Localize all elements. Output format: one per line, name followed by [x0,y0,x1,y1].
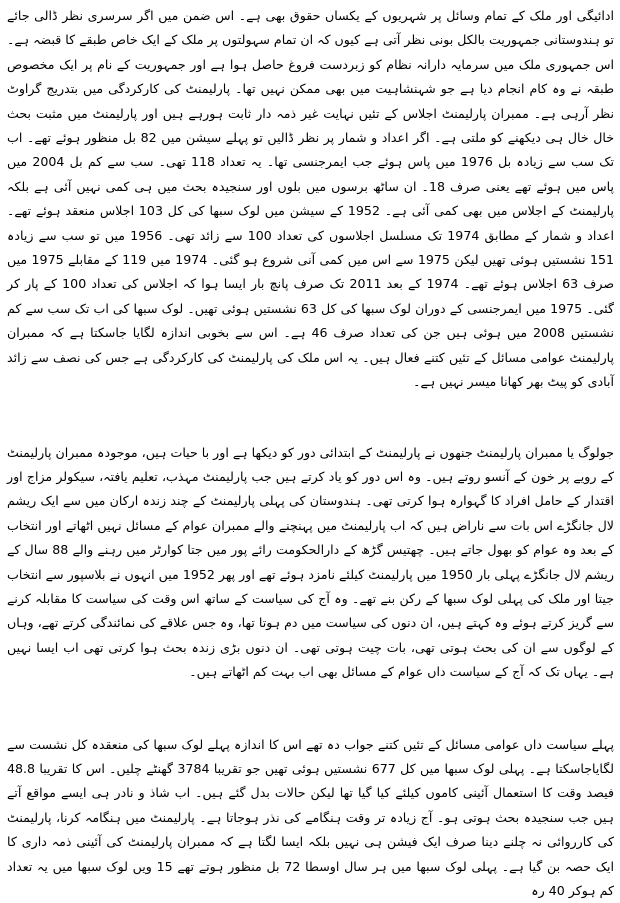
article-paragraph: ادائیگی اور ملک کے تمام وسائل پر شہریوں کے یکساں حقوق بھی ہے۔ اس ضمن میں اگر سرسری نظر ڈالی جائے تو ہندوستانی جمہوریت بالکل بونی نظر آتی ہے کیوں کہ ان تمام سہولتوں پر ملک کے ایک خاص طبقے کا قبضہ ہے۔ اس جمہوری ملک میں سرمایہ دارانہ نظام کو زبردست فروغ حاصل ہوا ہے اور جمہوریت کے نام پر ایک مخصوص طبقہ نے وہ کام انجام دیا ہے جو شہنشاہیت میں بھی ممکن نہیں تھا۔ پارلیمنٹ کی کارکردگی میں بتدریج گراوٹ نظر آرہی ہے۔ ممبران پارلیمنٹ اجلاس کے تئیں نہایت غیر ذمہ دار ثابت ہورہے ہیں اور پارلیمنٹ میں مثبت بحث خال خال ہی دیکھنے کو ملتی ہے۔ اگر اعداد و شمار پر نظر ڈالیں تو پہلے سیشن میں 82 بل منظور ہوئے تھے۔ اب تک سب سے زیادہ بل 1976 میں پاس ہوئے جب ایمرجنسی تھا۔ یہ تعداد 118 تھی۔ سب سے کم بل 2004 میں پاس میں ہوئے تھے یعنی صرف 18۔ ان ساٹھ برسوں میں بلوں اور سنجیدہ بحث میں ہی کمی نہیں آئی ہے بلکہ پارلیمنٹ کے اجلاس میں بھی کمی آئی ہے۔ 1952 کے سیشن میں لوک سبھا کی کل 103 اجلاس منعقد ہوئے تھے۔ اعداد و شمار کے مطابق 1974 تک مسلسل اجلاسوں کی تعداد 100 سے زائد تھی۔ 1956 میں تو سب سے زیادہ 151 نشستیں ہوئی تھیں لیکن 1975 سے اس میں کمی آنی شروع ہو گئی۔ 1974 میں 119 کے مقابلے 1975 میں صرف 63 اجلاس ہوئے تھے۔ 1974 کے بعد 2011 تک صرف پانچ بار ایسا ہوا کہ اجلاس کی تعداد 100 کے پار کر گئی۔ 1975 میں ایمرجنسی کے دوران لوک سبھا کی کل 63 نشستیں ہوئی تھیں۔ لوک سبھا کی اب تک سب سے کم نشستیں 2008 میں ہوئی ہیں جن کی تعداد صرف 46 ہے۔ اس سے بخوبی اندازہ لگایا جاسکتا ہے کہ ممبران پارلیمنٹ عوامی مسائل کے تئیں کتنے فعال ہیں۔ یہ اس ملک کی پارلیمنٹ کی کارکردگی ہے جس کی نصف سے زائد آبادی کو پیٹ بھر کھانا میسر نہیں ہے۔ [7,8,615,390]
article-paragraph: پہلے سیاست داں عوامی مسائل کے تئیں کتنے جواب دہ تھے اس کا اندازہ پہلے لوک سبھا کی منعقدہ کل نشست سے لگایاجاسکتا ہے۔ پہلی لوک سبھا میں کل 677 نشستیں ہوئی تھیں جو تقریبا 3784 گھنٹے چلیں۔ اس کا تقریبا 48.8 فیصد وقت کا استعمال آئینی کاموں کیلئے کیا گیا تھا لیکن حالات بدل گئے ہیں۔ اب شاذ و نادر ہی ایسے مواقع آتے ہیں جب سنجیدہ بحث ہوتی ہو۔ آج زیادہ تر وقت ہنگامے کی نذر ہوجاتا ہے۔ پارلیمنٹ میں ہنگامہ کرنا، پارلیمنٹ کی کارروائی نہ چلنے دینا صرف ایک فیشن ہی نہیں بلکہ ایسا لگتا ہے کہ ممبران پارلیمنٹ کی آئینی ذمہ داری کا ایک حصہ بن گیا ہے۔ پہلی لوک سبھا میں ہر سال اوسطا 72 بل منظور ہوتے تھے 15 ویں لوک سبھا میں یہ تعداد کم ہوکر 40 رہ [7,736,614,898]
article-page [0,4,620,898]
article-paragraph: جولوگ یا ممبران پارلیمنٹ جنھوں نے پارلیمنٹ کے ابتدائی دور کو دیکھا ہے اور با حیات ہیں، موجودہ ممبران پارلیمنٹ کے رویے پر خون کے آنسو روتے ہیں۔ وہ اس دور کو یاد کرتے ہیں جب پارلیمنٹ مہذب، تعلیم یافتہ، سیکولر مزاج اور اقتدار کے حامل افراد کا گہوارہ ہوا کرتی تھی۔ ہندوستان کی پہلی پارلیمنٹ کے چند زندہ ارکان میں سے ایک ریشم لال جانگڑے اس بات سے ناراض ہیں کہ اب پارلیمنٹ میں پہنچنے والے ممبران عوام کے مسائل نہیں اٹھاتے اور انتخاب کے بعد وہ عوام کو بھول جاتے ہیں۔ چھتیس گڑھ کے دارالحکومت رائے پور میں جتا کوارٹر میں رہنے والے 88 سال کے ریشم لال جانگڑے پہلی بار 1950 میں پارلیمنٹ کیلئے نامزد ہوئے تھے اور پھر 1952 میں انہوں نے بلاسپور سے انتخاب جیتا اور ملک کی پہلی لوک سبھا کے رکن بنے تھے۔ وہ آج کی سیاست کے ساتھ اس وقت کی سیاست کا مقابلہ کرنے سے گریز کرتے ہوئے وہ کہتے ہیں، ان دنوں کی سیاست میں دم ہوتا تھا، وہ جس علاقے کی نمائندگی کرتے تھے، وہاں کے لوگوں سے ان کی بحث ہوتی تھی، بات چیت ہوتی تھی۔ ان دنوں بڑی زندہ بحث ہوا کرتی تھی اب ایسا نہیں ہے۔ یہاں تک کہ آج کے سیاست داں عوام کے مسائل بھی اب بہت کم اٹھاتے ہیں۔ [7,444,614,680]
